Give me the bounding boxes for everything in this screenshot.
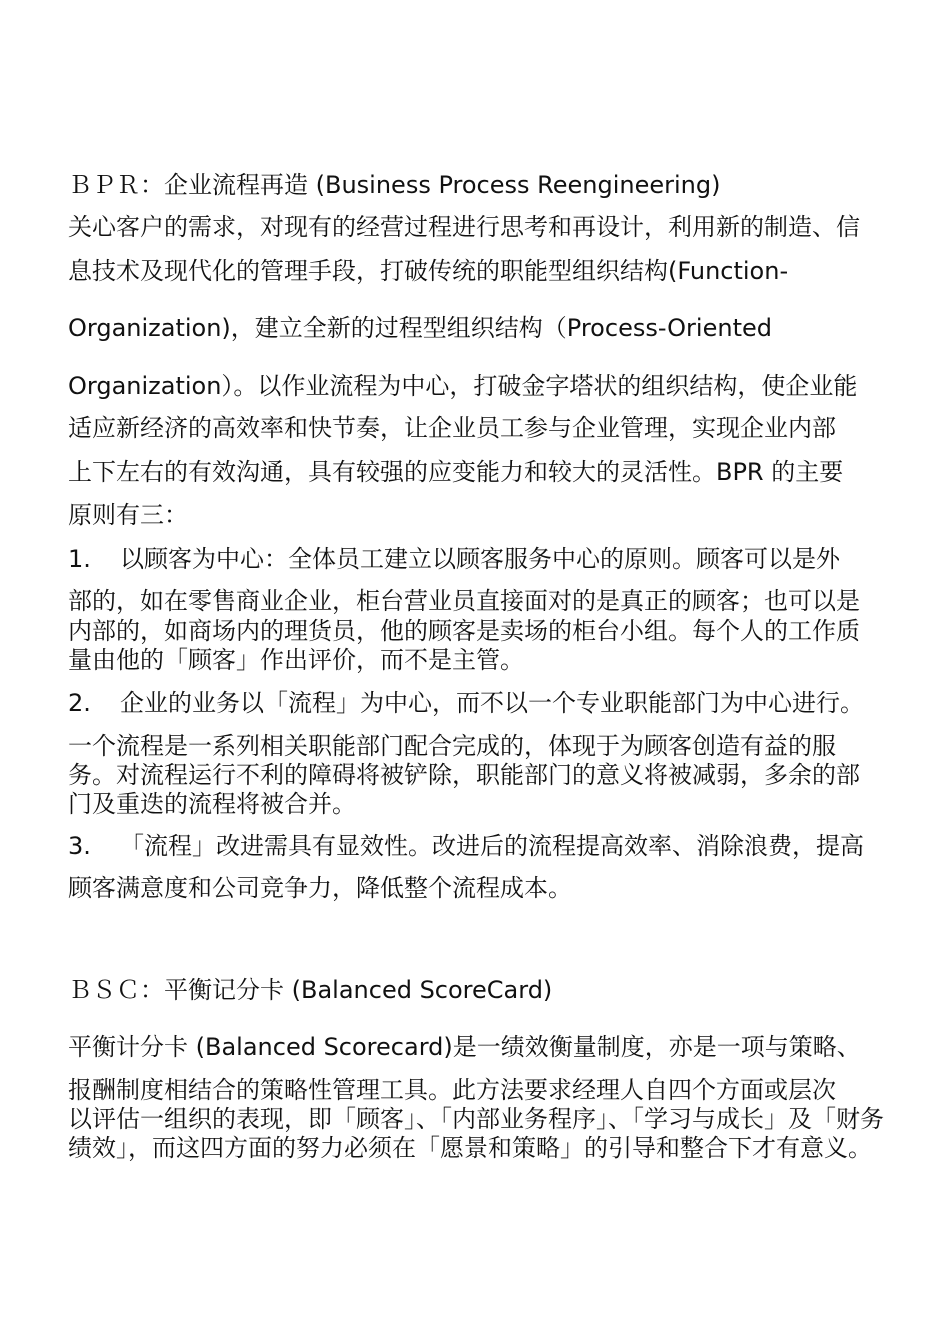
principle-line: 部的，如在零售商业企业，柜台营业员直接面对的是真正的顾客；也可以是 — [68, 587, 860, 615]
principle-line: 「流程」改进需具有显效性。改进后的流程提高效率、消除浪费，提高 — [120, 832, 864, 860]
principle-line: 门及重迭的流程将被合并。 — [68, 790, 356, 818]
principle-number: 1. — [68, 545, 91, 573]
bpr-intro-line: 上下左右的有效沟通，具有较强的应变能力和较大的灵活性。BPR 的主要 — [68, 458, 844, 486]
principle-line: 企业的业务以「流程」为中心，而不以一个专业职能部门为中心进行。 — [120, 689, 864, 717]
bpr-intro-line: 息技术及现代化的管理手段，打破传统的职能型组织结构(Function- — [68, 257, 789, 285]
bsc-body-line: 以评估一组织的表现，即「顾客」、「内部业务程序」、「学习与成长」及「财务 — [68, 1105, 884, 1133]
principle-line: 务。对流程运行不利的障碍将被铲除，职能部门的意义将被减弱，多余的部 — [68, 761, 860, 789]
principle-line: 内部的，如商场内的理货员，他的顾客是卖场的柜台小组。每个人的工作质 — [68, 617, 860, 645]
bsc-body-line: 平衡计分卡 (Balanced Scorecard)是一绩效衡量制度，亦是一项与策略、 — [68, 1033, 861, 1061]
bpr-intro-line: 适应新经济的高效率和快节奏，让企业员工参与企业管理，实现企业内部 — [68, 414, 836, 442]
bpr-intro-line: Organization)，建立全新的过程型组织结构（Process-Oriented — [68, 314, 772, 342]
principle-number: 2. — [68, 689, 91, 717]
principle-number: 3. — [68, 832, 91, 860]
bsc-body-line: 绩效」，而这四方面的努力必须在「愿景和策略」的引导和整合下才有意义。 — [68, 1134, 872, 1162]
bpr-heading: ＢＰＲ：企业流程再造 (Business Process Reengineering) — [68, 171, 721, 199]
principle-line: 以顾客为中心：全体员工建立以顾客服务中心的原则。顾客可以是外 — [120, 545, 840, 573]
bpr-intro-line: 关心客户的需求，对现有的经营过程进行思考和再设计，利用新的制造、信 — [68, 213, 860, 241]
principle-line: 量由他的「顾客」作出评价，而不是主管。 — [68, 646, 524, 674]
principle-line: 一个流程是一系列相关职能部门配合完成的，体现于为顾客创造有益的服 — [68, 732, 836, 760]
bsc-body-line: 报酬制度相结合的策略性管理工具。此方法要求经理人自四个方面或层次 — [68, 1076, 836, 1104]
bpr-intro-line: Organization）。以作业流程为中心，打破金字塔状的组织结构，使企业能 — [68, 372, 858, 400]
principle-line: 顾客满意度和公司竞争力，降低整个流程成本。 — [68, 874, 572, 902]
bsc-heading: ＢＳＣ：平衡记分卡 (Balanced ScoreCard) — [68, 976, 553, 1004]
bpr-intro-line: 原则有三： — [68, 501, 188, 529]
